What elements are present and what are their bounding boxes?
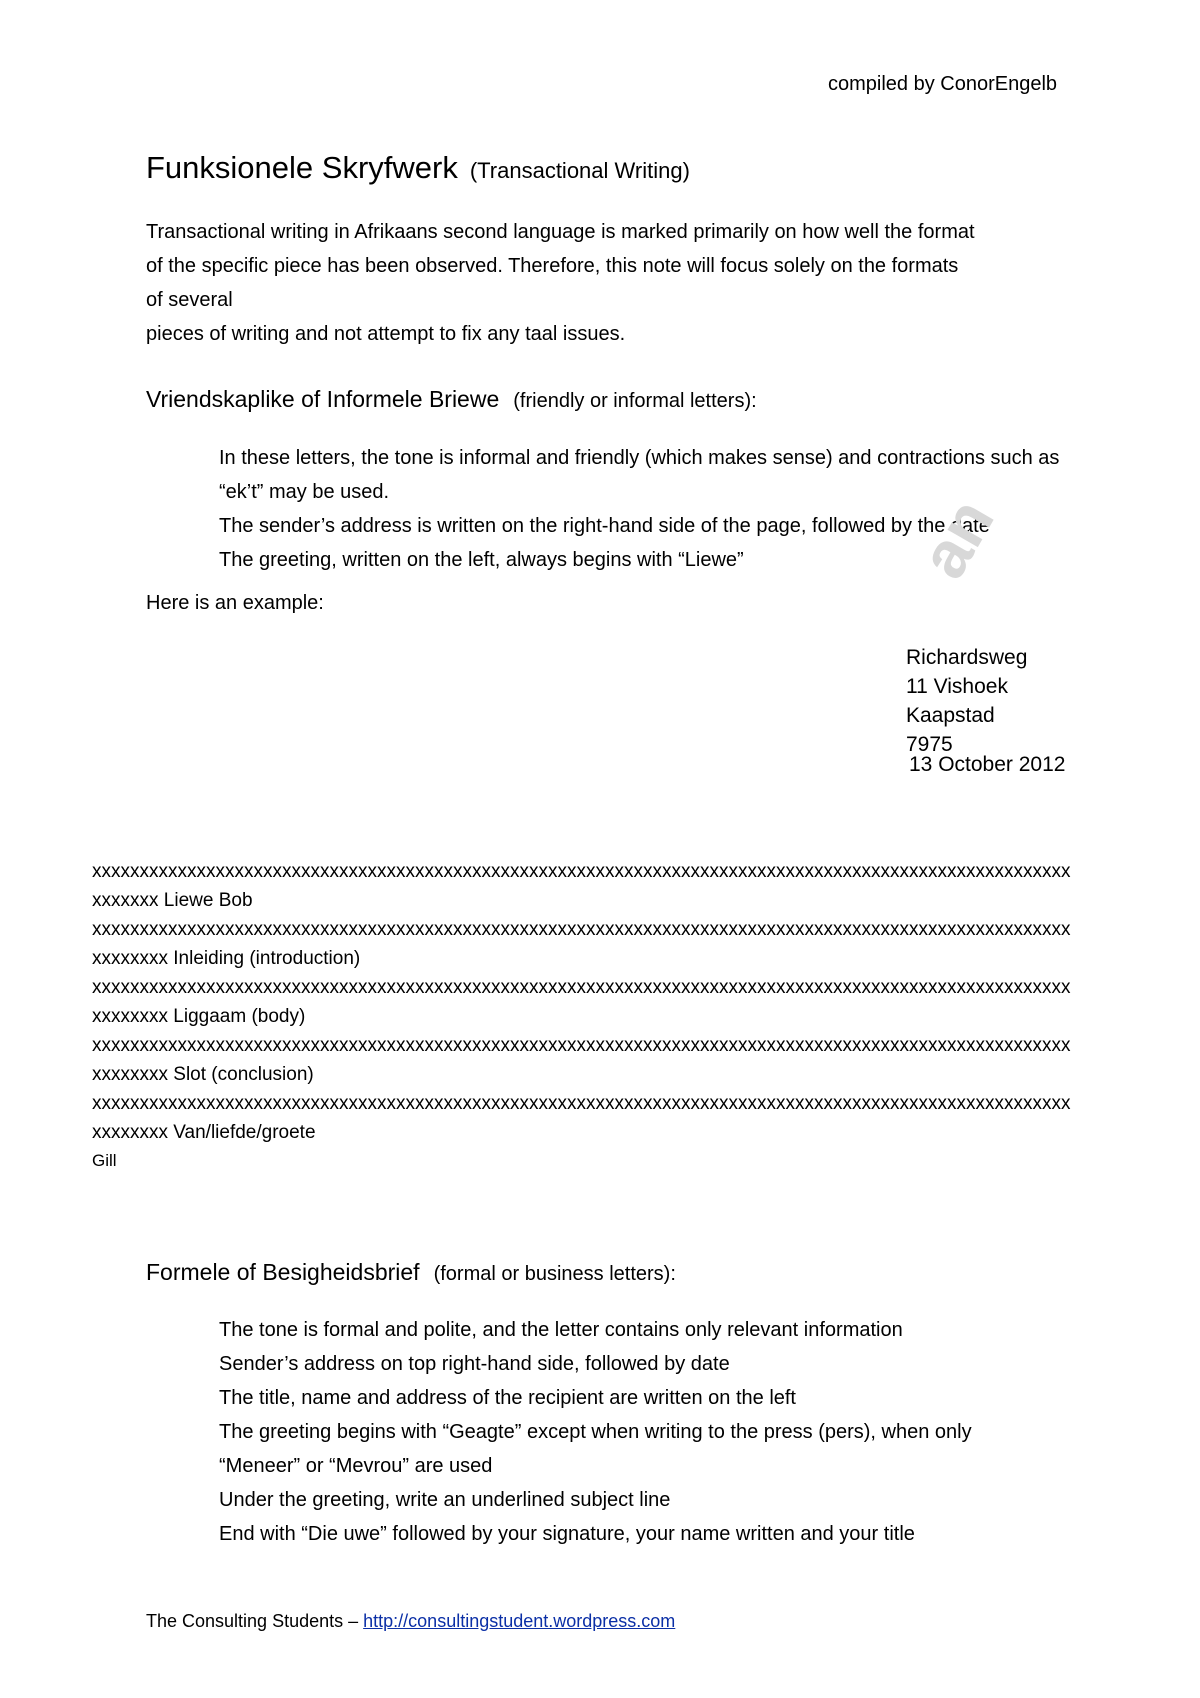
letter-line: xxxxxxxx Inleiding (introduction)	[92, 948, 361, 969]
section-heading-formal	[146, 1259, 676, 1286]
example-letter-body	[92, 857, 1071, 1147]
intro-line: of the specific piece has been observed. Therefore, this note will focus solely on the formats	[146, 255, 959, 277]
address-line: 11 Vishoek	[906, 675, 1008, 698]
list-item: Under the greeting, write an underlined subject line	[219, 1489, 671, 1511]
footer-prefix: The Consulting Students –	[146, 1611, 364, 1631]
title-main: Funksionele Skryfwerk	[146, 150, 458, 185]
letter-line: xxxxxxxx Liggaam (body)	[92, 1006, 306, 1027]
address-line: Richardsweg	[906, 646, 1028, 669]
compiled-by-header: compiled by ConorEngelb	[828, 73, 1058, 95]
section-heading-text: Vriendskaplike of Informele Briewe	[146, 386, 500, 412]
letter-line: xxxxxxxx Slot (conclusion)	[92, 1064, 314, 1085]
intro-line: pieces of writing and not attempt to fix any taal issues.	[146, 323, 626, 345]
list-item: The tone is formal and polite, and the letter contains only relevant information	[219, 1319, 903, 1341]
letter-line: xxxxxxxxxxxxxxxxxxxxxxxxxxxxxxxxxxxxxxxxxxxxxxxxxxxxxxxxxxxxxxxxxxxxxxxxxxxxxxxxxxxxxxxxxxxxxxxxxxxxxxx	[92, 1035, 1071, 1056]
sender-address	[906, 643, 1027, 759]
section-heading-informal	[146, 386, 757, 413]
intro-line: of several	[146, 289, 233, 311]
letter-line: xxxxxxxxxxxxxxxxxxxxxxxxxxxxxxxxxxxxxxxxxxxxxxxxxxxxxxxxxxxxxxxxxxxxxxxxxxxxxxxxxxxxxxxxxxxxxxxxxxxxxxx	[92, 861, 1071, 882]
list-item: In these letters, the tone is informal and friendly (which makes sense) and contractions such as “ek’t” may be used.	[219, 447, 1060, 503]
letter-line: xxxxxxxx Van/liefde/groete	[92, 1122, 316, 1143]
page-title	[146, 150, 690, 186]
list-item: The greeting, written on the left, always begins with “Liewe”	[219, 549, 744, 571]
list-item: The sender’s address is written on the right-hand side of the page, followed by the date	[219, 515, 990, 537]
letter-line: xxxxxxxxxxxxxxxxxxxxxxxxxxxxxxxxxxxxxxxxxxxxxxxxxxxxxxxxxxxxxxxxxxxxxxxxxxxxxxxxxxxxxxxxxxxxxxxxxxxxxxx	[92, 977, 1071, 998]
example-label: Here is an example:	[146, 592, 324, 614]
signoff-name: Gill	[92, 1151, 117, 1170]
intro-line: Transactional writing in Afrikaans second language is marked primarily on how well the format	[146, 221, 975, 243]
address-line: 7975	[906, 733, 953, 756]
list-item: The greeting begins with “Geagte” except when writing to the press (pers), when only “Meneer” or “Mevrou” are used	[219, 1421, 972, 1477]
letter-line: xxxxxxxxxxxxxxxxxxxxxxxxxxxxxxxxxxxxxxxxxxxxxxxxxxxxxxxxxxxxxxxxxxxxxxxxxxxxxxxxxxxxxxxxxxxxxxxxxxxxxxx	[92, 1093, 1071, 1114]
list-item: The title, name and address of the recipient are written on the left	[219, 1387, 796, 1409]
letter-line: xxxxxxxxxxxxxxxxxxxxxxxxxxxxxxxxxxxxxxxxxxxxxxxxxxxxxxxxxxxxxxxxxxxxxxxxxxxxxxxxxxxxxxxxxxxxxxxxxxxxxxx	[92, 919, 1071, 940]
formal-letter-points	[219, 1313, 1019, 1551]
section-heading-gloss: (formal or business letters):	[433, 1263, 676, 1285]
footer-link[interactable]: http://consultingstudent.wordpress.com	[363, 1611, 676, 1631]
title-subtitle: (Transactional Writing)	[469, 158, 690, 183]
list-item: End with “Die uwe” followed by your signature, your name written and your title	[219, 1523, 915, 1545]
letter-line: xxxxxxx Liewe Bob	[92, 890, 253, 911]
section-heading-text: Formele of Besigheidsbrief	[146, 1259, 420, 1285]
watermark: an	[905, 486, 1008, 590]
address-line: Kaapstad	[906, 704, 995, 727]
list-item: Sender’s address on top right-hand side, followed by date	[219, 1353, 730, 1375]
letter-date: 13 October 2012	[909, 753, 1066, 776]
page-footer	[146, 1611, 675, 1632]
section-heading-gloss: (friendly or informal letters):	[513, 390, 757, 412]
intro-paragraph	[146, 215, 1096, 351]
